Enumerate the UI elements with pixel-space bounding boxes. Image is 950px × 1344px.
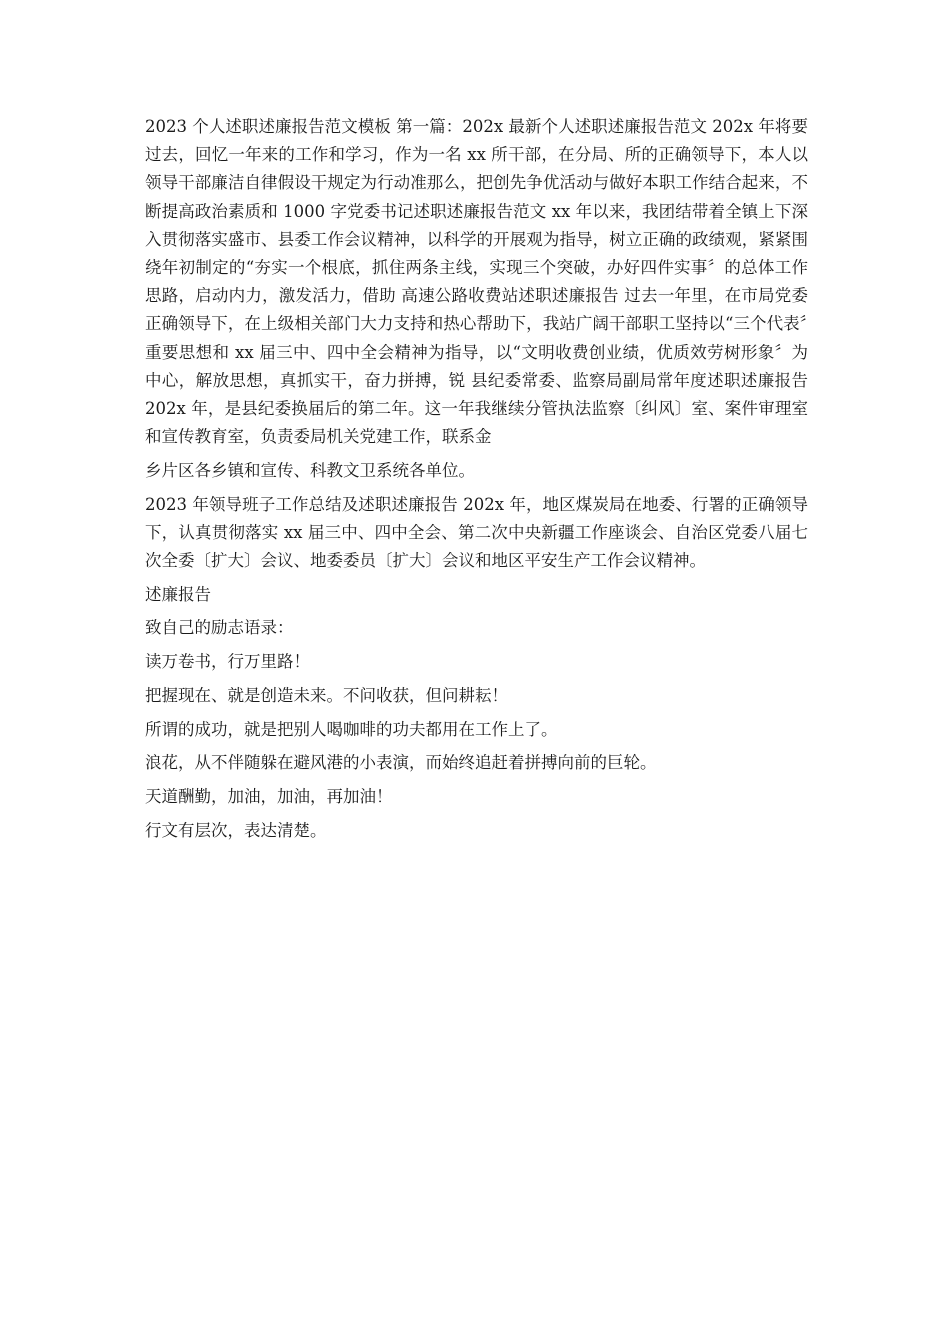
document-body: [145, 113, 808, 850]
motto-line: 把握现在、就是创造未来。不问收获，但问耕耘！: [145, 685, 508, 705]
closing-line: 行文有层次，表达清楚。: [145, 820, 327, 840]
motto-line: 天道酬勤，加油，加油，再加油！: [145, 786, 393, 806]
motto-line: 读万卷书，行万里路！: [145, 652, 310, 672]
paragraph-continuation: 乡片区各乡镇和宣传、科教文卫系统各单位。: [145, 460, 475, 480]
paragraph-main-report: 2023 个人述职述廉报告范文模板 第一篇：202x 最新个人述职述廉报告范文 202x 年将要过去，回忆一年来的工作和学习，作为一名 xx 所干部，在分局、所的正确领导下，本人以领导干部廉洁自律假设干规定为行动准那么，把创先争优活动与做好本职工作结合起来，不断提高政治素质和 1000 字党委书记述职述廉报告范文 xx 年以来，我团结带着全镇上下深入贯彻落实盛市、县委工作会议精神，以科学的开展观为指导，树立正确的政绩观，紧紧围绕年初制定的“夯实一个根底，抓住两条主线，实现三个突破，办好四件实事〞的总体工作思路，启动内力，激发活力，借助 高速公路收费站述职述廉报告 过去一年里，在市局党委正确领导下，在上级相关部门大力支持和热心帮助下，我站广阔干部职工坚持以“三个代表〞重要思想和 xx 届三中、四中全会精神为指导，以“文明收费创业绩，优质效劳树形象〞为中心，解放思想，真抓实干，奋力拼搏，锐 县纪委常委、监察局副局常年度述职述廉报告 202x 年，是县纪委换届后的第二年。这一年我继续分管执法监察〔纠风〕室、案件审理室和宣传教育室，负责委局机关党建工作，联系金: [145, 117, 808, 447]
motto-intro: 致自己的励志语录：: [145, 618, 294, 638]
section-heading-report: 述廉报告: [145, 584, 211, 604]
motto-line: 所谓的成功，就是把别人喝咖啡的功夫都用在工作上了。: [145, 719, 558, 739]
paragraph-coal-bureau-report: 2023 年领导班子工作总结及述职述廉报告 202x 年，地区煤炭局在地委、行署的正确领导下，认真贯彻落实 xx 届三中、四中全会、第二次中央新疆工作座谈会、自治区党委八届七次全委〔扩大〕会议、地委委员〔扩大〕会议和地区平安生产工作会议精神。: [145, 494, 808, 571]
motto-line: 浪花，从不伴随躲在避风港的小表演，而始终追赶着拼搏向前的巨轮。: [145, 753, 657, 773]
